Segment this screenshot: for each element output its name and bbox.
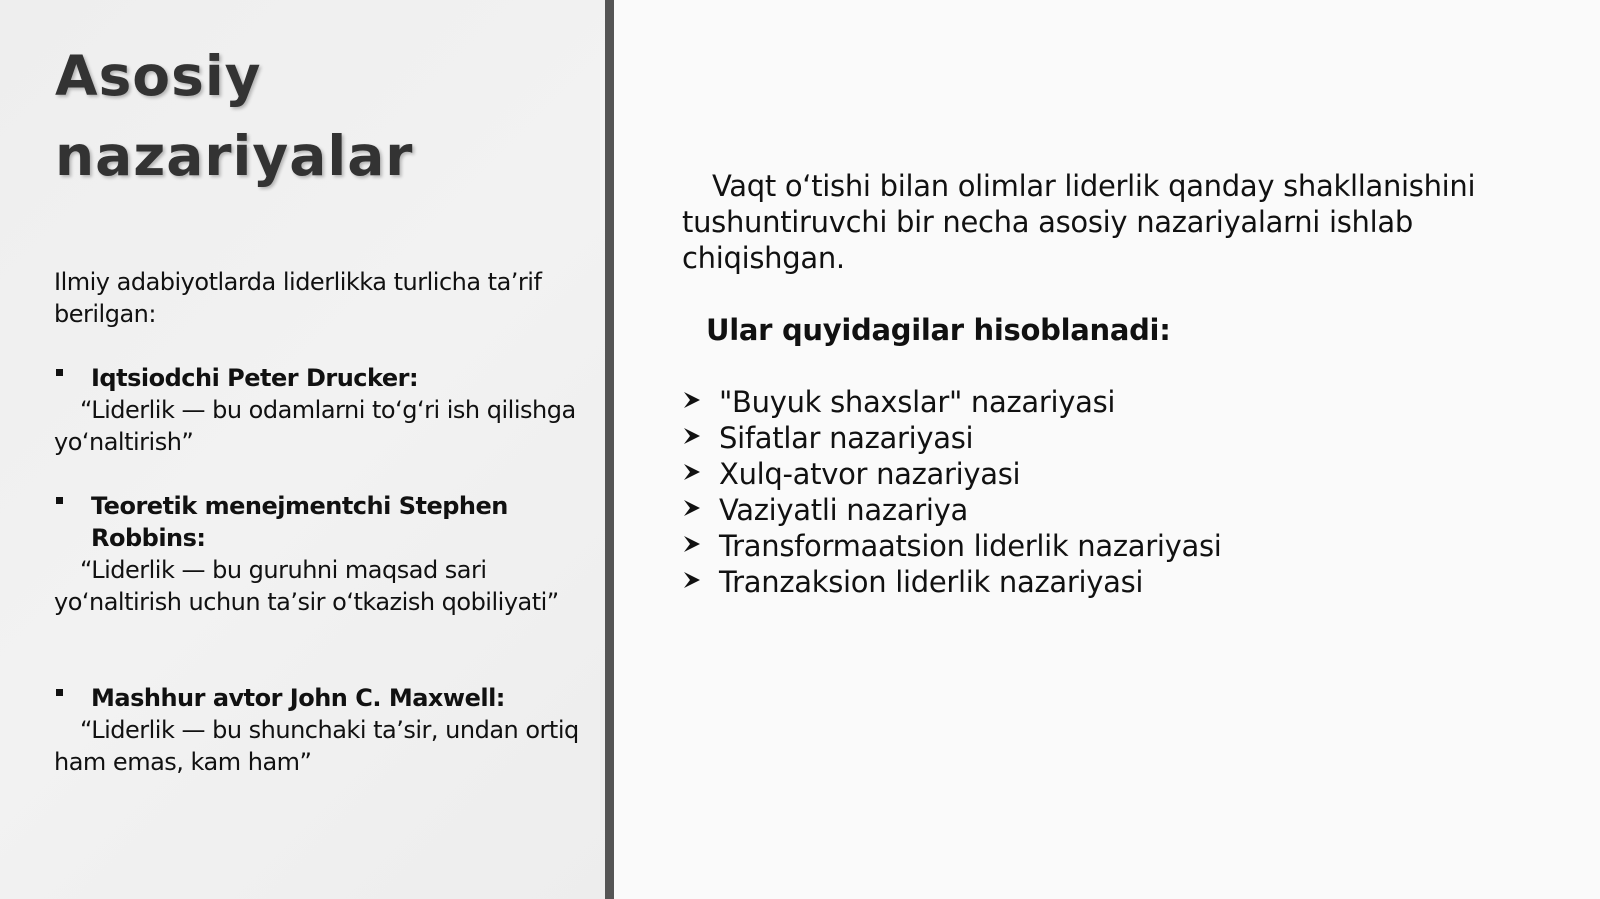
title-line-1: Asosiy bbox=[55, 44, 262, 108]
theories-subheading: Ular quyidagilar hisoblanadi: bbox=[706, 313, 1171, 347]
arrowhead-bullet-icon bbox=[682, 570, 702, 590]
vertical-divider bbox=[605, 0, 614, 899]
definition-drucker bbox=[54, 362, 594, 458]
theory-item-text: Xulq-atvor nazariyasi bbox=[719, 457, 1021, 491]
theory-item-text: Transformaatsion liderlik nazariyasi bbox=[719, 529, 1222, 563]
theory-item bbox=[682, 456, 1512, 492]
square-bullet-icon bbox=[56, 497, 63, 504]
theory-item bbox=[682, 492, 1512, 528]
definitions-column bbox=[54, 266, 594, 778]
arrowhead-bullet-icon bbox=[682, 462, 702, 482]
square-bullet-icon bbox=[56, 369, 63, 376]
theory-item-text: Vaziyatli nazariya bbox=[719, 493, 968, 527]
definition-author bbox=[54, 490, 594, 554]
definition-author bbox=[54, 362, 594, 394]
theory-item bbox=[682, 420, 1512, 456]
theory-item-text: "Buyuk shaxslar" nazariyasi bbox=[719, 385, 1116, 419]
theories-intro-paragraph: Vaqt o‘tishi bilan olimlar liderlik qanday shakllanishini tushuntiruvchi bir necha asosiy nazariyalarni ishlab chiqishgan. bbox=[682, 169, 1476, 275]
theory-item bbox=[682, 564, 1512, 600]
arrowhead-bullet-icon bbox=[682, 390, 702, 410]
theory-list bbox=[682, 384, 1512, 600]
definition-maxwell bbox=[54, 682, 594, 778]
definition-quote: “Liderlik — bu guruhni maqsad sari yo‘naltirish uchun ta’sir o‘tkazish qobiliyati” bbox=[54, 556, 559, 616]
definition-author bbox=[54, 682, 594, 714]
arrowhead-bullet-icon bbox=[682, 498, 702, 518]
slide-title bbox=[55, 36, 575, 196]
definition-author-text: Mashhur avtor John C. Maxwell: bbox=[91, 684, 505, 712]
definition-author-text: Teoretik menejmentchi Stephen Robbins: bbox=[91, 492, 508, 552]
theory-item bbox=[682, 384, 1512, 420]
theories-column bbox=[682, 168, 1512, 600]
square-bullet-icon bbox=[56, 689, 63, 696]
theory-item-text: Sifatlar nazariyasi bbox=[719, 421, 974, 455]
definition-quote: “Liderlik — bu shunchaki ta’sir, undan ortiq ham emas, kam ham” bbox=[54, 716, 579, 776]
definition-robbins bbox=[54, 490, 594, 618]
title-line-2: nazariyalar bbox=[55, 124, 414, 188]
arrowhead-bullet-icon bbox=[682, 534, 702, 554]
theory-item bbox=[682, 528, 1512, 564]
theory-item-text: Tranzaksion liderlik nazariyasi bbox=[719, 565, 1144, 599]
arrowhead-bullet-icon bbox=[682, 426, 702, 446]
definition-author-text: Iqtsiodchi Peter Drucker: bbox=[91, 364, 419, 392]
definition-quote: “Liderlik — bu odamlarni to‘g‘ri ish qilishga yo‘naltirish” bbox=[54, 396, 576, 456]
intro-text: Ilmiy adabiyotlarda liderlikka turlicha ta’rif berilgan: bbox=[54, 268, 542, 328]
